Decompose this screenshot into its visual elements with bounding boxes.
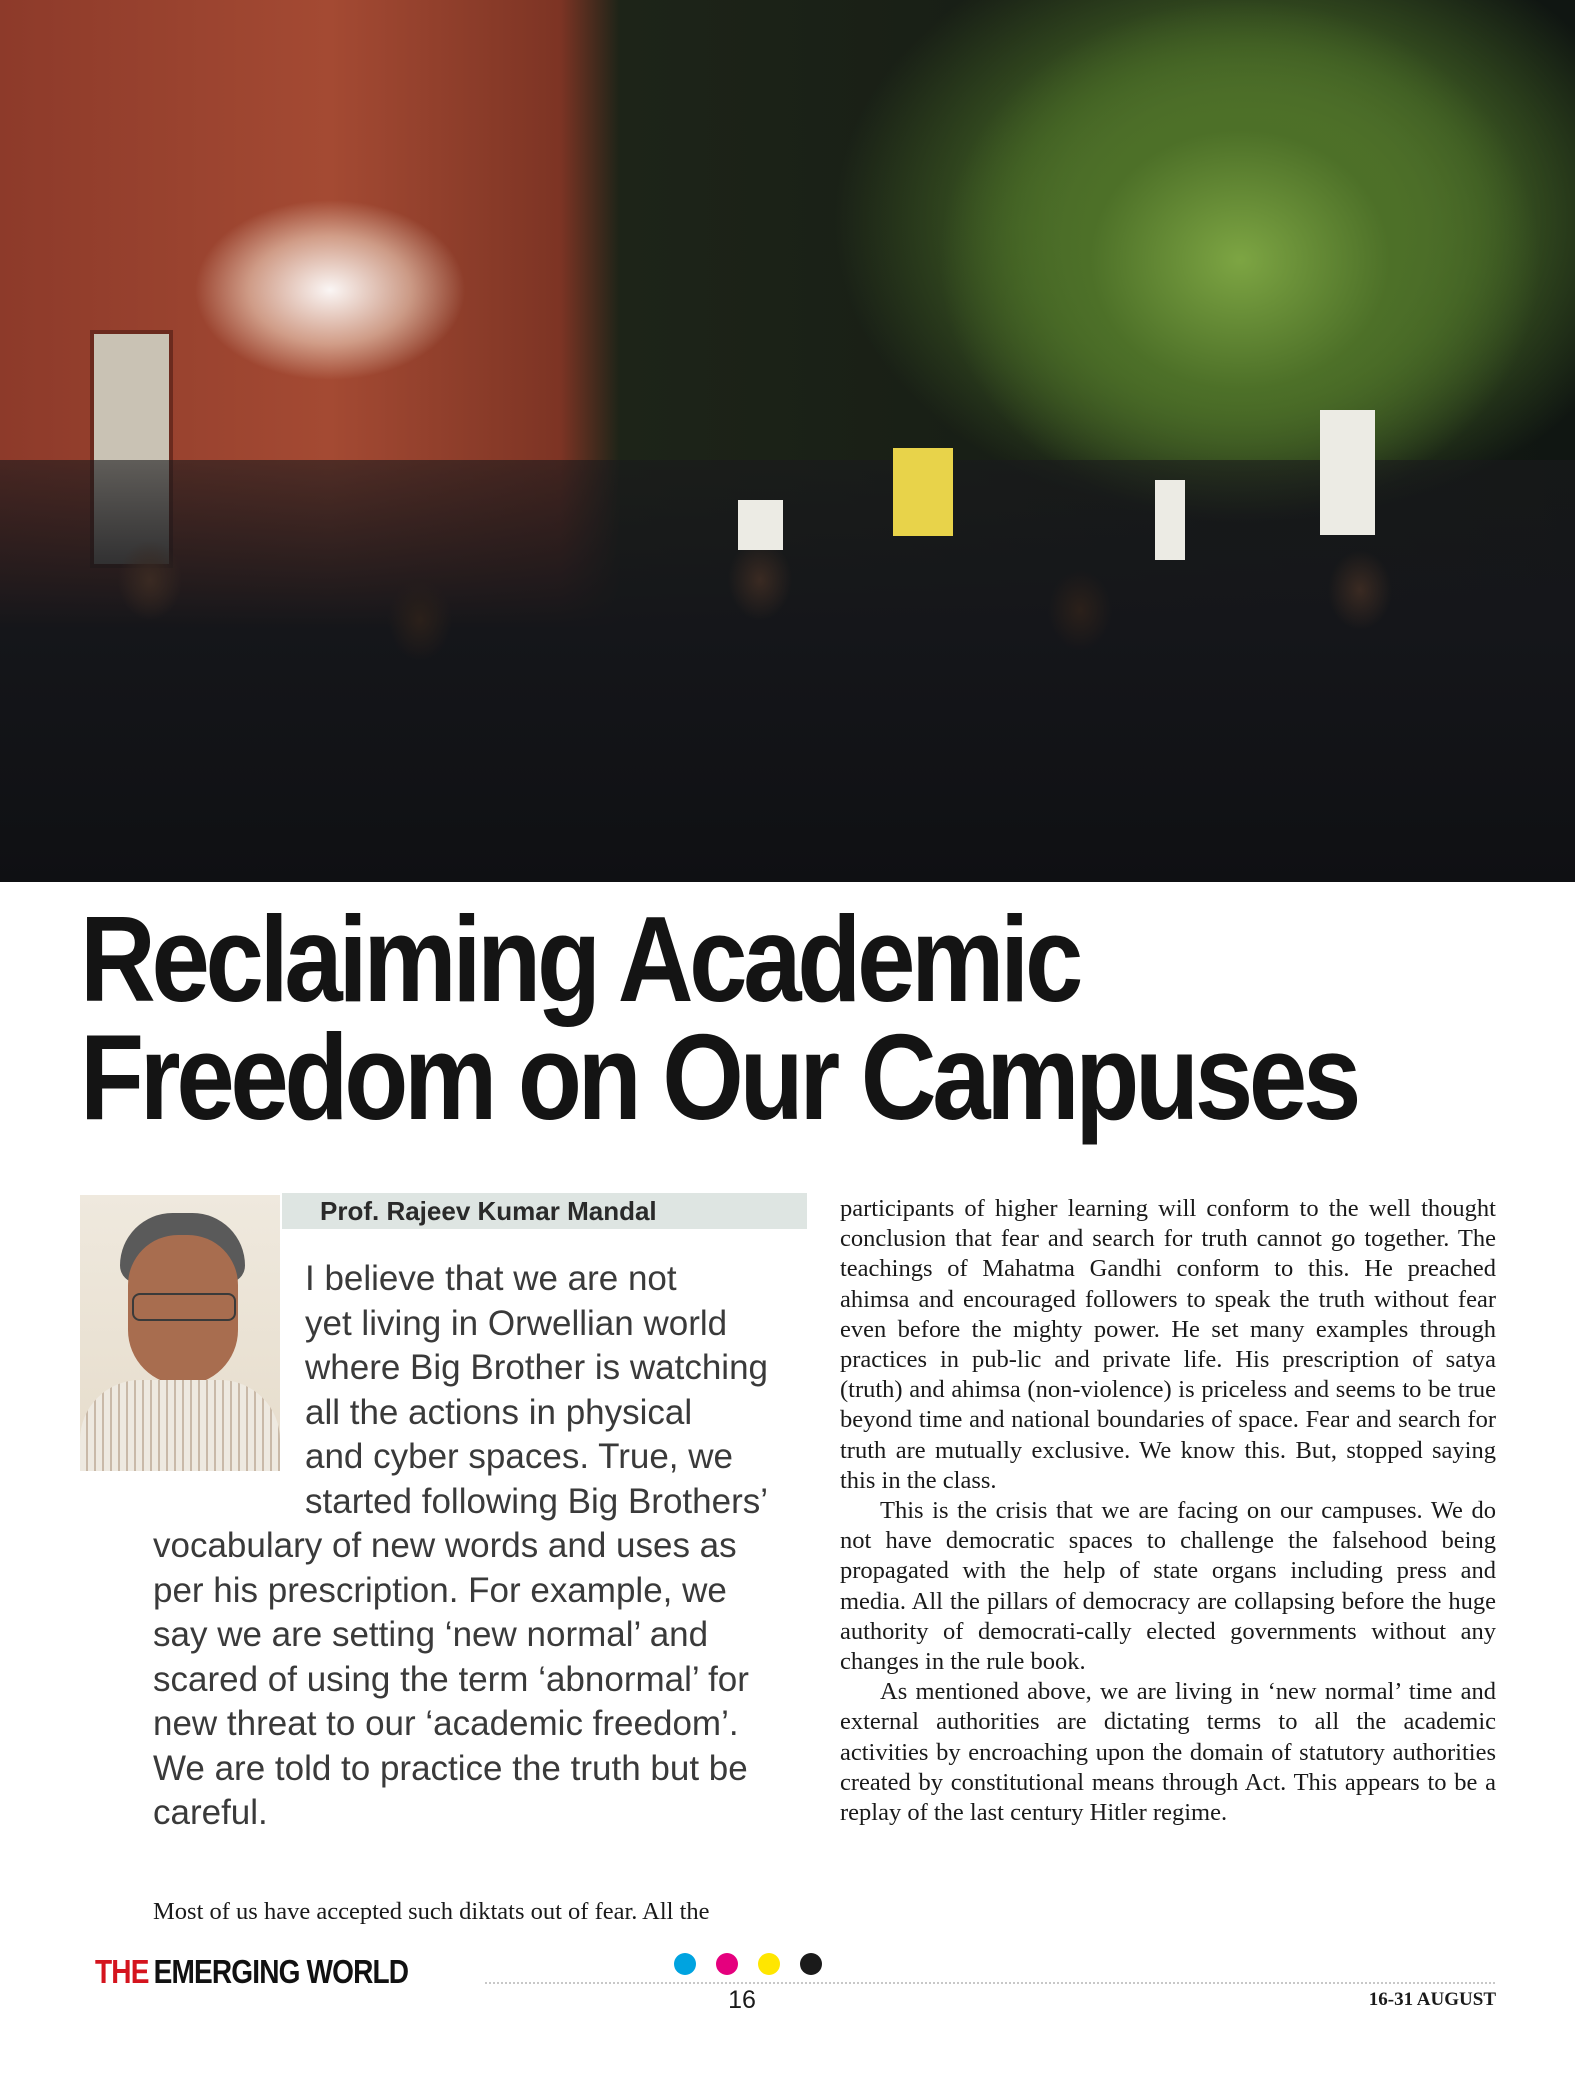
headline-line-1: Reclaiming Academic [80, 891, 1080, 1027]
registration-dot-cyan [674, 1953, 696, 1975]
intro-line: all the actions in physical [305, 1392, 693, 1432]
hero-photo [0, 0, 1575, 882]
intro-full-width [153, 1524, 803, 1836]
intro-line: We are told to practice the truth but be [153, 1748, 748, 1788]
body-lead: Most of us have accepted such diktats out of fear. All the [153, 1898, 710, 1925]
intro-line: yet living in Orwellian world [305, 1303, 728, 1343]
logo-the: THE [95, 1953, 149, 1990]
body-column-right [840, 1194, 1496, 1828]
intro-line: scared of using the term ‘abnormal’ for [153, 1659, 749, 1699]
intro-line: where Big Brother is watching [305, 1348, 768, 1387]
registration-dot-magenta [716, 1953, 738, 1975]
headline-line-2: Freedom on Our Campuses [80, 1009, 1358, 1145]
issue-date: 16-31 AUGUST [1368, 1989, 1496, 2010]
placard [1155, 480, 1185, 560]
footer-rule [485, 1982, 1495, 1984]
intro-beside-photo [305, 1257, 805, 1524]
intro-line: say we are setting ‘new normal’ and [153, 1615, 709, 1654]
intro-line: new threat to our ‘academic freedom’. [153, 1704, 739, 1743]
placard [1320, 410, 1375, 535]
intro-line: I believe that we are not [305, 1259, 677, 1298]
intro-line: and cyber spaces. True, we [305, 1437, 733, 1476]
registration-dot-yellow [758, 1953, 780, 1975]
body-paragraph: participants of higher learning will conform to the well thought conclusion that fear and search for truth cannot go together. The teachings of Mahatma Gandhi conform to this. He preached ahimsa and encouraged followers to speak the truth without fear even before the mighty power. He set many examples through practices in pub-lic and private life. His prescription of satya (truth) and ahimsa (non-violence) is priceless and seems to be true beyond time and national boundaries of space. Fear and search for truth are mutually exclusive. We know this. But, stopped saying this in the class. [840, 1195, 1496, 1494]
placard [893, 448, 953, 536]
page-number: 16 [728, 1986, 756, 2014]
body-paragraph: As mentioned above, we are living in ‘new normal’ time and external authorities are dictating terms to all the academic activities by encroaching upon the domain of statutory authorities created by constitutional means through Act. This appears to be a replay of the last century Hitler regime. [840, 1678, 1496, 1827]
logo-emerging-world: EMERGING WORLD [153, 1953, 409, 1990]
body-paragraph: This is the crisis that we are facing on our campuses. We do not have democratic spaces to challenge the falsehood being propagated with the help of state organs including press and media. All the pillars of democracy are collapsing before the huge authority of democrati-cally elected governments without any changes in the rule book. [840, 1497, 1496, 1676]
author-photo [80, 1195, 280, 1471]
headline [80, 891, 1358, 1145]
byline [282, 1193, 807, 1229]
placard [738, 500, 783, 550]
intro-line: careful. [153, 1793, 268, 1832]
registration-dots [674, 1953, 824, 1977]
registration-dot-black [800, 1953, 822, 1975]
intro-line: started following Big Brothers’ [305, 1481, 768, 1521]
intro-line: vocabulary of new words and uses as [153, 1526, 737, 1565]
author-name: Prof. Rajeev Kumar Mandal [320, 1196, 657, 1226]
intro-line: per his prescription. For example, we [153, 1570, 727, 1610]
publication-logo [95, 1953, 408, 1991]
